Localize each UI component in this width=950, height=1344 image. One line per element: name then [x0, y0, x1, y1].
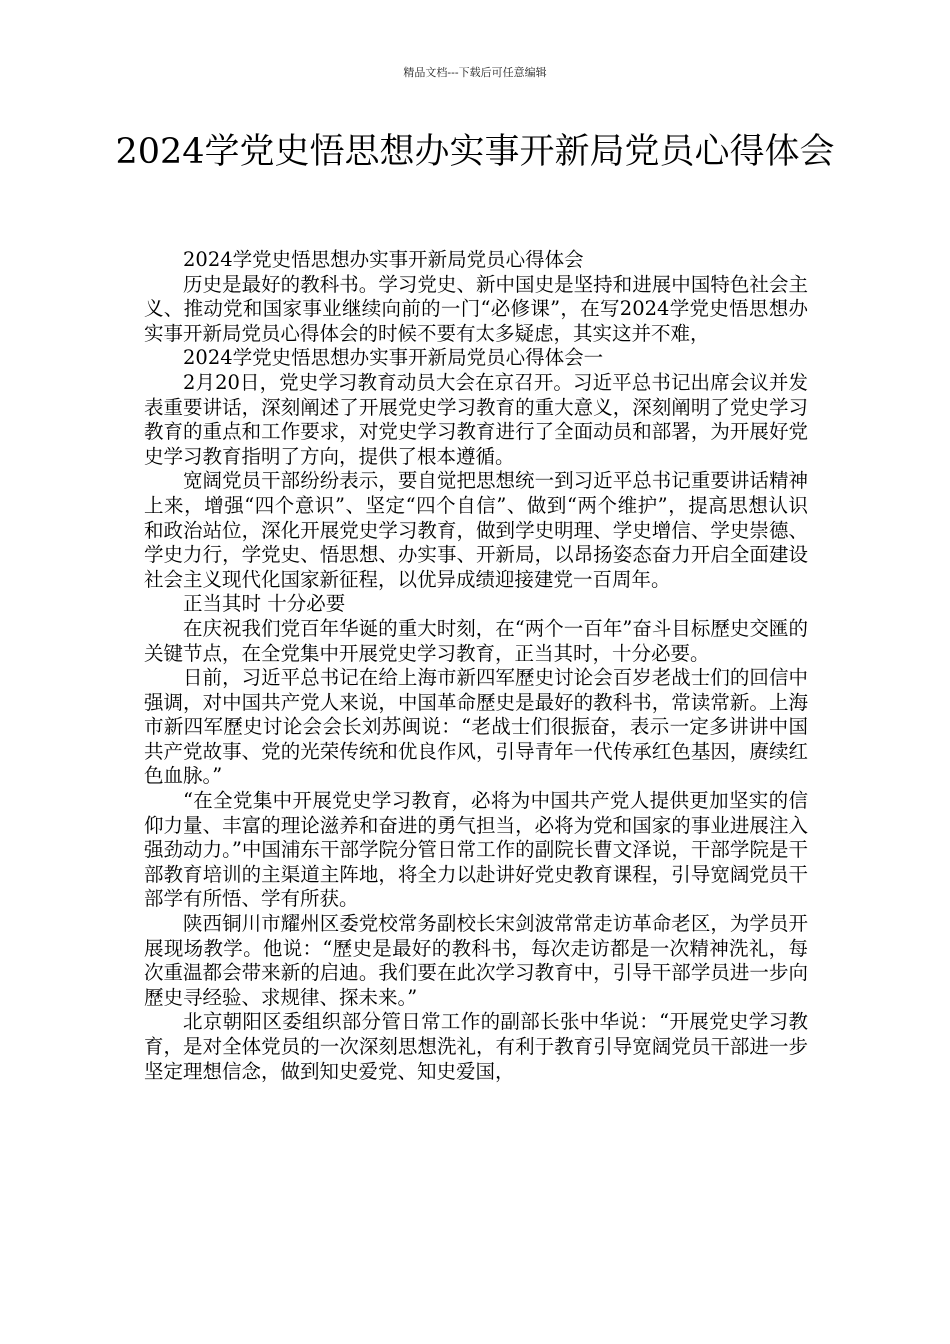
paragraph: 2024学党史悟思想办实事开新局党员心得体会	[183, 248, 584, 271]
paragraph: “在全党集中开展党史学习教育，必将为中国共产党人提供更加坚实的信仰力量、丰富的理论滋养和奋进的勇气担当，必将为党和国家的事业进展注入强劲动力。”中国浦东干部学院分管日常工作的副院长曹文泽说，干部学院是干部教育培训的主渠道主阵地，将全力以赴讲好党史教育课程，引导宽阔党员干部学有所悟、学有所获。	[144, 789, 808, 911]
paragraph: 在庆祝我们党百年华诞的重大时刻，在“两个一百年”奋斗目标歷史交匯的关键节点，在全党集中开展党史学习教育，正当其时，十分必要。	[144, 616, 808, 665]
document-body	[144, 248, 808, 1084]
document-title: 2024学党史悟思想办实事开新局党员心得体会	[115, 132, 835, 172]
paragraph: 北京朝阳区委组织部分管日常工作的副部长张中华说：“开展党史学习教育，是对全体党员的一次深刻思想洗礼，有利于教育引导宽阔党员干部进一步坚定理想信念，做到知史爱党、知史爱国，	[144, 1010, 808, 1083]
paragraph: 陕西铜川市耀州区委党校常务副校长宋剑波常常走访革命老区，为学员开展现场教学。他说：“歷史是最好的教科书，每次走访都是一次精神洗礼，每次重温都会带来新的启迪。我们要在此次学习教育中，引导干部学员进一步向歷史寻经验、求规律、探未来。”	[144, 912, 808, 1009]
paragraph: 2024学党史悟思想办实事开新局党员心得体会一	[183, 346, 604, 370]
paragraph: 日前，习近平总书记在给上海市新四军歷史讨论会百岁老战士们的回信中强调，对中国共产党人来说，中国革命歷史是最好的教科书，常读常新。上海市新四军歷史讨论会会长刘苏闽说：“老战士们很振奋，表示一定多讲讲中国共产党故事、党的光荣传统和优良作风，引导青年一代传承红色基因，赓续红色血脉。”	[144, 666, 808, 788]
paragraph: 宽阔党员干部纷纷表示，要自觉把思想统一到习近平总书记重要讲话精神上来，增强“四个意识”、坚定“四个自信”、做到“两个维护”，提高思想认识和政治站位，深化开展党史学习教育，做到学史明理、学史增信、学史崇德、学史力行，学党史、悟思想、办实事、开新局，以昂扬姿态奋力开启全面建设社会主义现代化国家新征程，以优异成绩迎接建党一百周年。	[144, 469, 808, 591]
paragraph: 正当其时 十分必要	[183, 592, 346, 616]
paragraph: 2月20日，党史学习教育动员大会在京召开。习近平总书记出席会议并发表重要讲话，深刻阐述了开展党史学习教育的重大意义，深刻阐明了党史学习教育的重点和工作要求，对党史学习教育进行了全面动员和部署，为开展好党史学习教育指明了方向，提供了根本遵循。	[144, 370, 808, 468]
header-note: 精品文档---下载后可任意编辑	[403, 66, 547, 79]
paragraph: 历史是最好的教科书。学习党史、新中国史是坚持和进展中国特色社会主义、推动党和国家事业继续向前的一门“必修课”，在写2024学党史悟思想办实事开新局党员心得体会的时候不要有太多疑虑，其实这并不难，	[144, 272, 808, 345]
